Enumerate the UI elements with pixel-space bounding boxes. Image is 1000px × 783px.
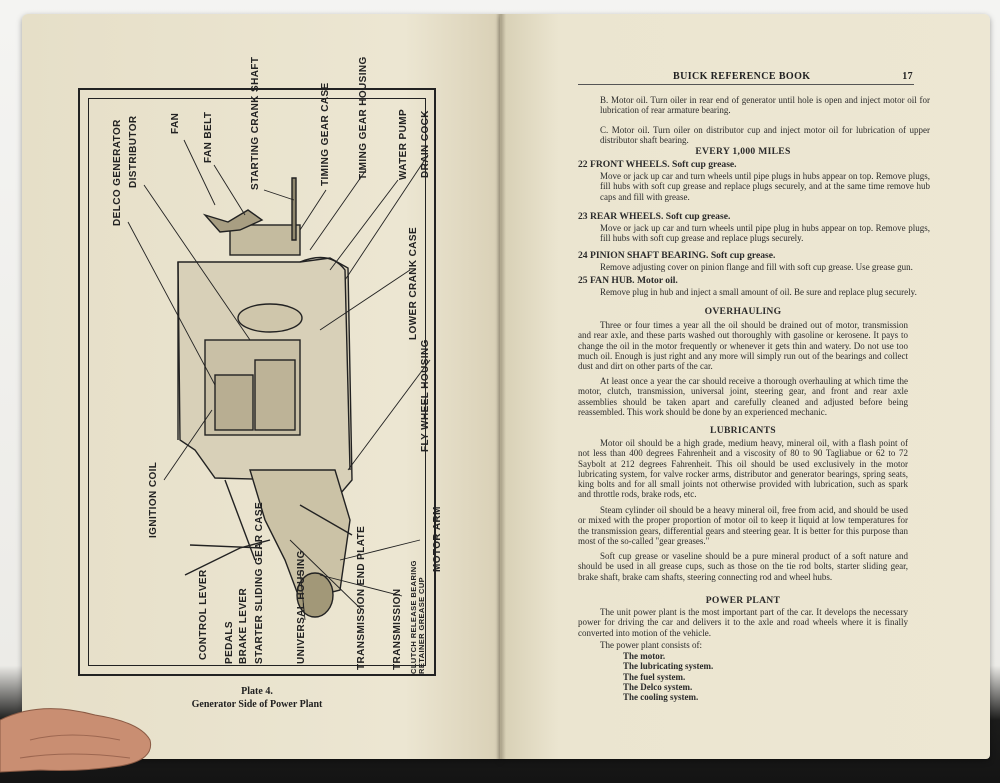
list-item: The Delco system. <box>623 681 693 692</box>
heading-lubricants: LUBRICANTS <box>710 425 776 436</box>
item-24-body: Remove adjusting cover on pinion flange and fill with soft cup grease. Use grease gun. <box>600 262 913 272</box>
label-timing-gear-case: TIMING GEAR CASE <box>320 82 331 186</box>
overhauling-paragraph-1: Three or four times a year all the oil should be drained out of motor, transmission and rear axle, and these parts washed out thoroughly with gasoline or kerosene. It pays to change the oil in the motor frequently or whenever it gets thin and watery. Do not use too much oil. Enough is just right and any more will simply run out of the bearings and collect dust and dirt on other parts of the car. <box>578 320 908 372</box>
overhauling-paragraph-2: At least once a year the car should receive a thorough overhauling at which time the motor, clutch, transmission, universal joint, steering gear, and front and rear axle assemblies should be taken apart and carefully cleaned and adjusted before being reassembled. This work should be done by an experienced mechanic. <box>578 376 908 417</box>
label-motor-arm: MOTOR ARM <box>432 506 443 572</box>
label-water-pump: WATER PUMP <box>398 108 409 180</box>
item-22-body: Move or jack up car and turn wheels until pipe plugs in hubs appear on top. Remove plugs, fill hubs with soft cup grease and replace plugs securely, and at the same time remove hub caps and fill with grease. <box>600 171 930 202</box>
list-item: The fuel system. <box>623 671 686 682</box>
label-starter-sliding-gear-case: STARTER SLIDING GEAR CASE <box>254 501 265 664</box>
item-23-heading: 23 REAR WHEELS. Soft cup grease. <box>578 211 731 222</box>
label-fan-belt: FAN BELT <box>203 111 214 163</box>
list-item: The cooling system. <box>623 692 699 703</box>
pump-housing <box>238 304 302 332</box>
label-distributor: DISTRIBUTOR <box>128 115 139 188</box>
label-brake-lever: BRAKE LEVER <box>238 587 249 664</box>
label-lower-crank-case: LOWER CRANK CASE <box>408 226 419 340</box>
hand-holding-book <box>0 700 160 783</box>
label-universal-housing: UNIVERSAL HOUSING <box>296 550 307 664</box>
generator-body <box>215 375 253 430</box>
para-c-motor-oil: C. Motor oil. Turn oiler on distributor cup and inject motor oil for lubrication of upper distributor shaft bearing. <box>600 125 930 146</box>
para-b-motor-oil: B. Motor oil. Turn oiler in rear end of generator until hole is open and inject motor oil for lubrication of rear armature bearing. <box>600 95 930 116</box>
plate-caption-number: Plate 4. <box>241 686 273 697</box>
label-fly-wheel-housing: FLY WHEEL HOUSING <box>420 339 431 452</box>
list-item: The motor. <box>623 651 666 661</box>
label-ignition-coil: IGNITION COIL <box>148 461 159 538</box>
power-plant-paragraph-1: The unit power plant is the most important part of the car. It develops the necessary power for driving the car and delivers it to the axle and road wheels where it is finally converted into motion of the vehicle. <box>578 607 908 638</box>
lubricants-paragraph-3: Soft cup grease or vaseline should be a pure mineral product of a soft nature and should be used in all grease cups, such as those on the tie rod bolts, starter sliding gear, brake shaft, brake cam shafts, steering connecting rod and wheel hubs. <box>578 551 908 582</box>
label-pedals: PEDALS <box>224 621 235 664</box>
power-plant-list <box>578 651 953 702</box>
item-23-body: Move or jack up car and turn wheels until pipe plug in hubs appear on top. Remove plugs, fill hubs with soft cup grease and replace plugs securely. <box>600 223 930 244</box>
list-item: The lubricating system. <box>623 661 714 672</box>
item-24-heading: 24 PINION SHAFT BEARING. Soft cup grease. <box>578 250 776 261</box>
label-timing-gear-housing: TIMING GEAR HOUSING <box>358 56 369 180</box>
label-clutch-release-bearing: CLUTCH RELEASE BEARING RETAINER GREASE CUP <box>409 560 426 674</box>
heading-power-plant: POWER PLANT <box>705 595 781 606</box>
plate-caption-title: Generator Side of Power Plant <box>191 699 323 710</box>
header-rule <box>578 84 914 85</box>
label-starting-crank-shaft: STARTING CRANK SHAFT <box>250 56 261 190</box>
crank-shaft <box>292 178 296 240</box>
label-delco-generator: DELCO GENERATOR <box>112 119 123 226</box>
item-25-heading: 25 FAN HUB. Motor oil. <box>578 275 678 286</box>
running-header-title: BUICK REFERENCE BOOK <box>673 71 811 82</box>
lubricants-paragraph-1: Motor oil should be a high grade, medium heavy, mineral oil, with a flash point of not less than 400 degrees Fahrenheit and a viscosity of 80 to 90 Tagliabue or 62 to 72 Saybolt at 212 degrees Fahrenheit. This oil should be used exclusively in the motor lubricating system, for valve rocker arms, distributor and generator bearings, spring seats, king bolts and for all small joints not otherwise provided with lubrication, such as spark and throttle rods, brake rods, etc. <box>578 438 908 500</box>
label-transmission-end-plate: TRANSMISSION END PLATE <box>356 525 367 670</box>
lubricants-paragraph-2: Steam cylinder oil should be a heavy mineral oil, free from acid, and should be used or mixed with the proper proportion of motor oil to keep it liquid at low temperatures for the transmission gears, differential gears and steering gear. It is better for this purpose than most of the so-called "gear greases." <box>578 505 908 546</box>
heading-every-1000: EVERY 1,000 MILES <box>695 146 791 157</box>
page-number: 17 <box>902 71 913 82</box>
heading-overhauling: OVERHAULING <box>704 306 782 317</box>
label-control-lever: CONTROL LEVER <box>198 569 209 660</box>
item-25-body: Remove plug in hub and inject a small amount of oil. Be sure and replace plug securely. <box>600 287 917 297</box>
label-fan: FAN <box>170 112 181 134</box>
item-22-heading: 22 FRONT WHEELS. Soft cup grease. <box>578 159 737 170</box>
label-drain-cock: DRAIN COCK <box>420 110 431 178</box>
label-transmission: TRANSMISSION <box>392 588 403 670</box>
power-plant-paragraph-2: The power plant consists of: <box>600 640 702 650</box>
cylinder-head <box>255 360 295 430</box>
